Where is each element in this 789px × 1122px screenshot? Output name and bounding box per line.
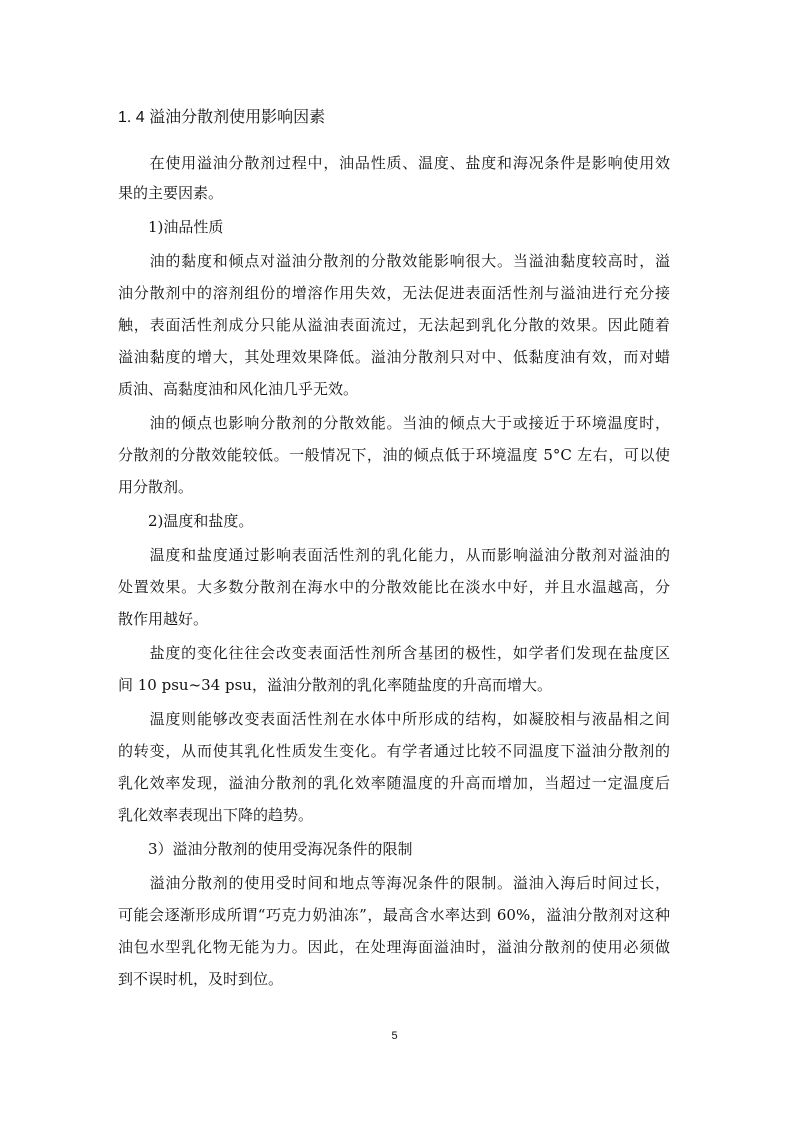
text-line: 的转变，从而使其乳化性质发生变化。有学者通过比较不同温度下溢油分散剂的 — [118, 742, 670, 760]
text-line: 温度则能够改变表面活性剂在水体中所形成的结构，如凝胶相与液晶相之间 — [118, 710, 670, 728]
text-line: 在使用溢油分散剂过程中，油品性质、温度、盐度和海况条件是影响使用效 — [118, 154, 670, 172]
text-line: 2)温度和盐度。 — [118, 512, 254, 530]
text-line: 分散剂的分散效能较低。一般情况下，油的倾点低于环境温度 5°C 左右，可以使 — [118, 446, 670, 464]
text-line: 乳化效率发现，溢油分散剂的乳化效率随温度的升高而增加，当超过一定温度后 — [118, 774, 670, 792]
text-line: 处置效果。大多数分散剂在海水中的分散效能比在淡水中好，并且水温越高，分 — [118, 578, 670, 596]
text-line: 散作用越好。 — [118, 610, 209, 628]
text-line: 1)油品性质 — [118, 218, 224, 236]
text-line: 温度和盐度通过影响表面活性剂的乳化能力，从而影响溢油分散剂对溢油的 — [118, 546, 670, 564]
page-number: 5 — [391, 1030, 398, 1042]
text-line: 质油、高黏度油和风化油几乎无效。 — [118, 380, 359, 398]
text-line: 溢油黏度的增大，其处理效果降低。溢油分散剂只对中、低黏度油有效，而对蜡 — [118, 348, 670, 366]
text-line: 用分散剂。 — [118, 478, 194, 496]
text-line: 3）溢油分散剂的使用受海况条件的限制 — [118, 840, 413, 858]
text-line: 到不误时机，及时到位。 — [118, 970, 284, 988]
text-line: 可能会逐渐形成所谓“巧克力奶油冻”，最高含水率达到 60%，溢油分散剂对这种 — [118, 906, 670, 924]
text-line: 油的倾点也影响分散剂的分散效能。当油的倾点大于或接近于环境温度时， — [118, 414, 670, 432]
text-line: 盐度的变化往往会改变表面活性剂所含基团的极性，如学者们发现在盐度区 — [118, 644, 670, 662]
text-line: 油的黏度和倾点对溢油分散剂的分散效能影响很大。当溢油黏度较高时，溢 — [118, 252, 670, 270]
text-line: 果的主要因素。 — [118, 184, 224, 202]
text-line: 间 10 psu~34 psu，溢油分散剂的乳化率随盐度的升高而增大。 — [118, 676, 552, 694]
text-line: 油包水型乳化物无能为力。因此，在处理海面溢油时，溢油分散剂的使用必须做 — [118, 938, 670, 956]
text-line: 油分散剂中的溶剂组份的增溶作用失效，无法促进表面活性剂与溢油进行充分接 — [118, 284, 670, 302]
text-line: 触，表面活性剂成分只能从溢油表面流过，无法起到乳化分散的效果。因此随着 — [118, 316, 670, 334]
text-line: 乳化效率表现出下降的趋势。 — [118, 806, 314, 824]
section-heading: 1. 4 溢油分散剂使用影响因素 — [118, 109, 326, 126]
text-line: 溢油分散剂的使用受时间和地点等海况条件的限制。溢油入海后时间过长， — [118, 874, 670, 892]
